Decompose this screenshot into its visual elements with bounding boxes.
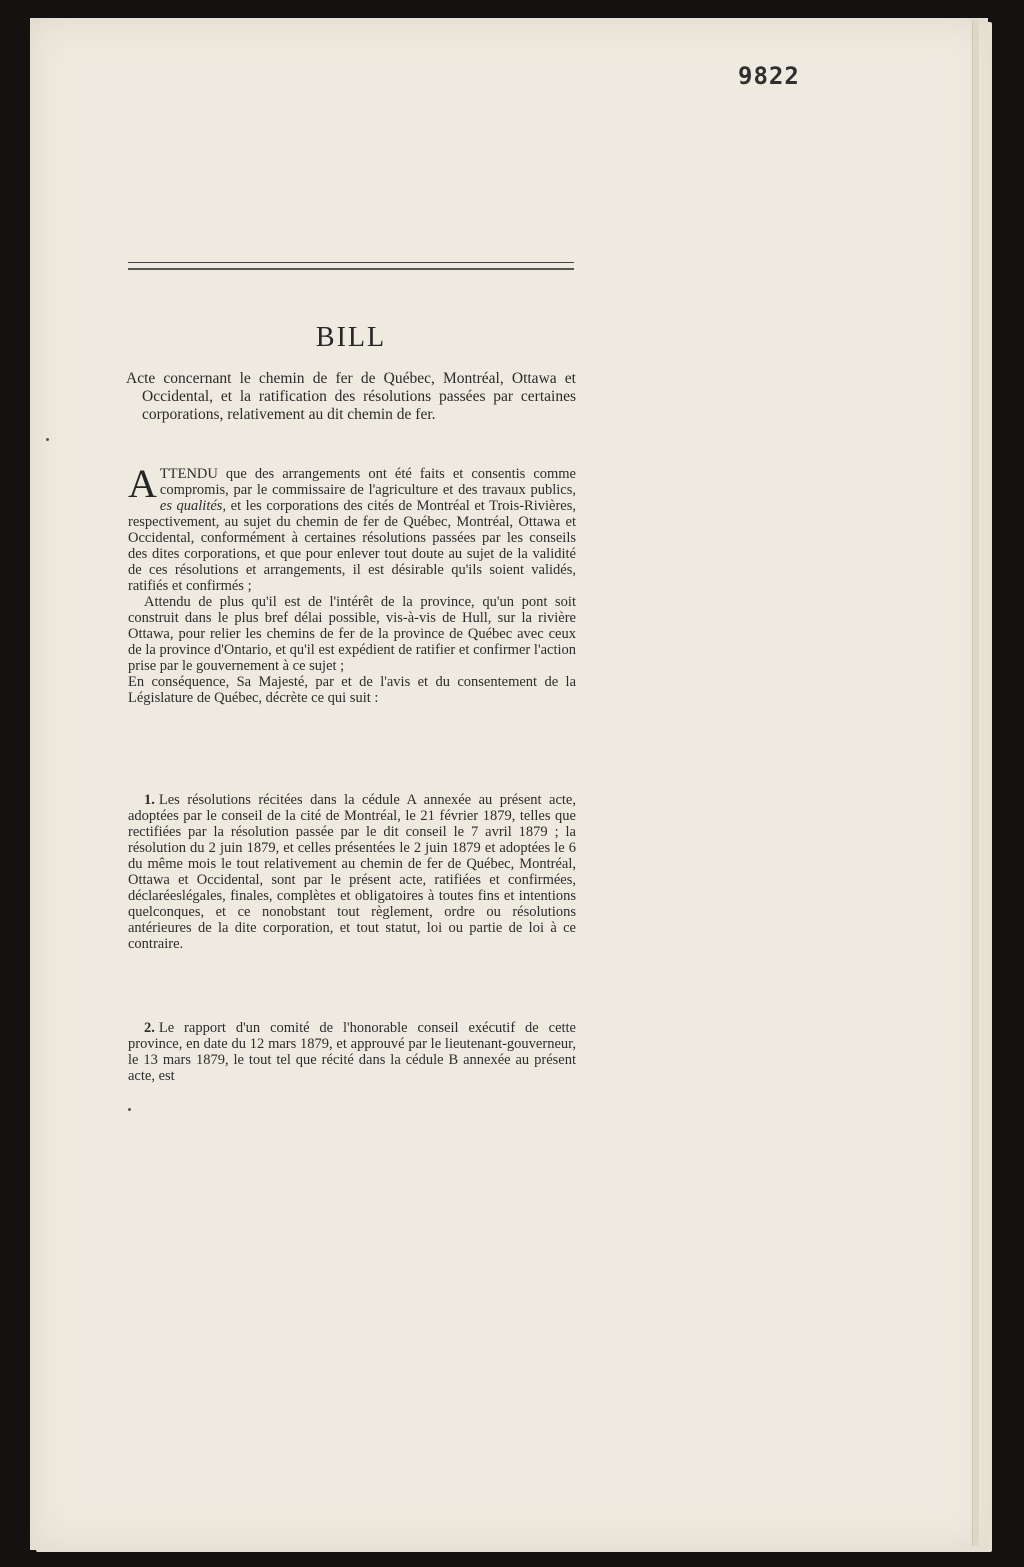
section-number: 1. bbox=[144, 792, 155, 808]
preamble-paragraph-1 bbox=[128, 461, 576, 594]
sheet-edge bbox=[972, 20, 979, 1546]
section-text: Les résolutions récitées dans la cédule A annexée au présent acte, adoptées par le conseil de la cité de Montréal, le 21 février 1879, telles que rectifiées par la résolution passée par le dit conseil le 7 avril 1879 ; la résolution du 2 juin 1879, et celles présentées le 2 juin 1879 et adoptées le 6 du même mois le tout relativement au chemin de fer de Québec, Montréal, Ottawa et Occidental, sont par le présent acte, ratifiées et confirmées, déclaréeslégales, finales, complètes et obligatoires à toutes fins et intentions quelconques, et ce nonobstant tout règlement, ordre ou résolutions antérieures de la dite corporation, et tout statut, loi ou partie de loi à ce contraire. bbox=[128, 792, 576, 952]
act-title: Acte concernant le chemin de fer de Québec, Montréal, Ottawa et Occidental, et la ratification des résolutions passées par certaines corporations, relativement au dit chemin de fer. bbox=[126, 370, 576, 423]
paper-speck bbox=[46, 438, 49, 441]
paper-sheet bbox=[30, 18, 988, 1550]
section-paragraph bbox=[128, 792, 576, 952]
section-2 bbox=[128, 1020, 576, 1084]
drop-cap: A bbox=[128, 461, 157, 506]
preamble-text-end: , et les corporations des cités de Montréal et Trois-Rivières, respectivement, au sujet du chemin de fer de Québec, Montréal, Ottawa et Occidental, conformément à certaines résolutions passées par les conseils des dites corporations, et que pour enlever tout doute au sujet de la validité de ces résolutions et arrangements, il est désirable qu'ils soient validés, ratifiés et confirmés ; bbox=[128, 498, 576, 594]
preamble-italic: es qualités bbox=[159, 498, 223, 514]
paper-speck bbox=[128, 1108, 131, 1111]
section-number: 2. bbox=[144, 1020, 155, 1036]
section-1 bbox=[128, 792, 576, 952]
preamble bbox=[128, 461, 576, 706]
preamble-paragraph-2: Attendu de plus qu'il est de l'intérêt de la province, qu'un pont soit construit dans le plus bref délai possible, vis-à-vis de Hull, sur la rivière Ottawa, pour relier les chemins de fer de la province de Québec avec ceux de la province d'Ontario, et qu'il est expédient de ratifier et confirmer l'action prise par le gouvernement à ce sujet ; bbox=[128, 594, 576, 674]
stock-number: 9822 bbox=[738, 62, 800, 90]
section-paragraph bbox=[128, 1020, 576, 1084]
section-text: Le rapport d'un comité de l'honorable conseil exécutif de cette province, en date du 12 mars 1879, et approuvé par le lieutenant-gouverneur, le 13 mars 1879, le tout tel que récité dans la cédule B annexée au présent acte, est bbox=[128, 1020, 576, 1084]
header-rule-thick bbox=[128, 268, 574, 270]
preamble-paragraph-3: En conséquence, Sa Majesté, par et de l'avis et du consentement de la Législature de Québec, décrète ce qui suit : bbox=[128, 674, 576, 706]
preamble-text: TTENDU que des arrangements ont été faits et consentis comme compromis, par le commissaire de l'agriculture et des travaux publics, bbox=[159, 466, 576, 498]
header-rule-thin bbox=[128, 262, 574, 263]
bill-heading: BILL bbox=[315, 322, 387, 353]
